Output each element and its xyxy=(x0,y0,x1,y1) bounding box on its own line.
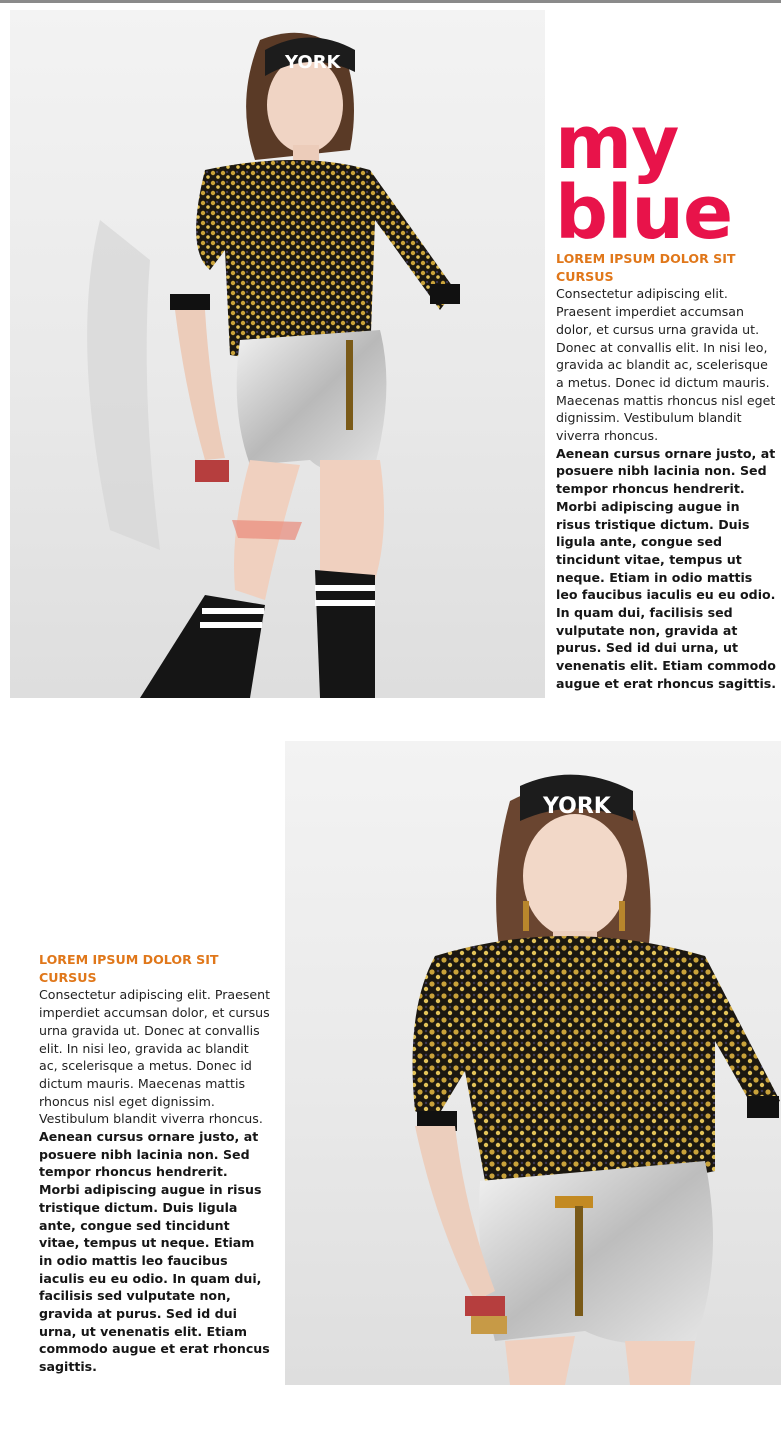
headline-line-1: my xyxy=(555,99,679,186)
model-photo-portrait xyxy=(285,741,781,1385)
text-block-2 xyxy=(39,951,271,1376)
body-paragraph-1: Consectetur adipiscing elit. Praesent imperdiet accumsan dolor, et cursus urna gravida ut. Donec at convallis elit. In nisi leo, gravida ac blandit ac, scelerisque a metus. Donec id dictum mauris. Maecenas mattis rhoncus nisl eget dignissim. Vestibulum blandit viverra rhoncus. xyxy=(39,987,271,1127)
body-paragraph-1: Consectetur adipiscing elit. Praesent imperdiet accumsan dolor, et cursus urna gravida ut. Donec at convallis elit. In nisi leo, gravida ac blandit ac, scelerisque a metus. Donec id dictum mauris. Maecenas mattis rhoncus nisl eget dignissim. Vestibulum blandit viverra rhoncus. xyxy=(556,286,776,444)
headline xyxy=(555,99,775,256)
headline-line-2: blue xyxy=(555,169,733,256)
section-heading: LOREM IPSUM DOLOR SIT CURSUS xyxy=(39,952,219,985)
body-paragraph-2: Aenean cursus ornare justo, at posuere nibh lacinia non. Sed tempor rhoncus hendrerit. Morbi adipiscing augue in risus tristique dictum. Duis ligula ante, congue sed tincidunt vitae, tempus ut neque. Etiam in odio mattis leo faucibus iaculis eu eu odio. In quam dui, facilisis sed vulputate non, gravida at purus. Sed id dui urna, ut venenatis elit. Etiam commodo augue et erat rhoncus sagittis. xyxy=(39,1129,270,1375)
body-paragraph-2: Aenean cursus ornare justo, at posuere nibh lacinia non. Sed tempor rhoncus hendrerit. Morbi adipiscing augue in risus tristique dictum. Duis ligula ante, congue sed tincidunt vitae, tempus ut neque. Etiam in odio mattis leo faucibus iaculis eu eu odio. In quam dui, facilisis sed vulputate non, gravida at purus. Sed id dui urna, ut venenatis elit. Etiam commodo augue et erat rhoncus sagittis. xyxy=(556,445,777,691)
headband-text: YORK xyxy=(543,794,611,819)
top-divider xyxy=(0,0,781,3)
model-illustration-1 xyxy=(10,10,545,698)
text-block-1 xyxy=(556,250,778,693)
headband-text: YORK xyxy=(285,52,341,73)
section-heading: LOREM IPSUM DOLOR SIT CURSUS xyxy=(556,251,736,284)
model-illustration-2 xyxy=(285,741,781,1385)
model-photo-full-body xyxy=(10,10,545,698)
